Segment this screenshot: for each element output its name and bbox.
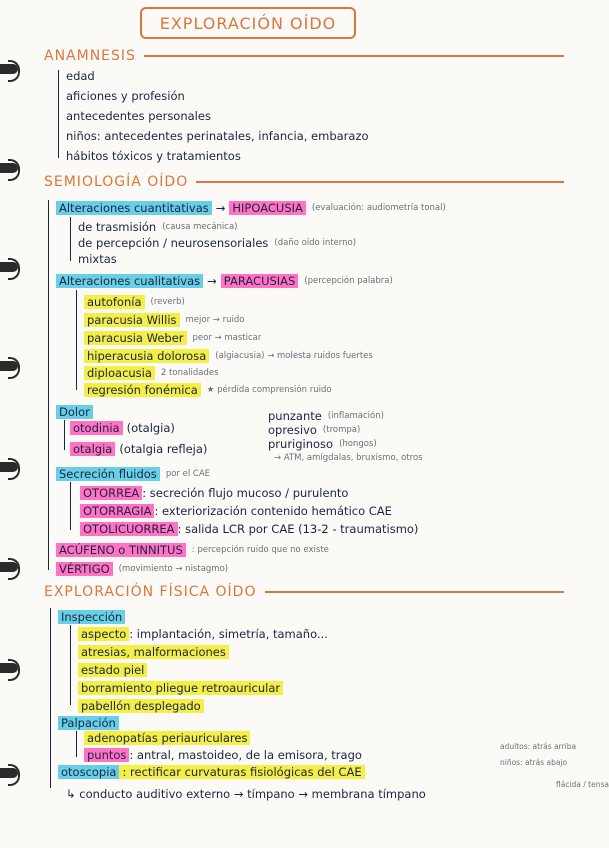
- note: (percepción palabra): [304, 276, 393, 286]
- section-heading: SEMIOLOGÍA OÍDO: [44, 174, 189, 190]
- bracket: [50, 608, 51, 788]
- inspeccion-sub: borramiento pliegue retroauricular: [78, 681, 283, 695]
- hipoacusia-label: HIPOACUSIA: [229, 201, 306, 215]
- otoscopia-row: [58, 765, 365, 779]
- secrecion-sub: OTORRAGIA : exteriorización contenido hemático CAE: [80, 504, 392, 518]
- palpacion-row: [58, 716, 119, 730]
- dolor-type: opresivo (trompa): [268, 423, 361, 437]
- cualitativas-sub: regresión fonémica ★ pérdida comprensión ruido: [84, 383, 332, 397]
- section-rule: [265, 591, 565, 593]
- secrecion-sub: OTORREA : secreción flujo mucoso / purulento: [80, 486, 348, 500]
- side-note: flácida / tensa: [556, 780, 609, 789]
- bracket: [58, 70, 59, 158]
- otoscopia-path: ↳ conducto auditivo externo → tímpano → membrana tímpano: [66, 787, 426, 801]
- otoscopia-label: otoscopia: [58, 765, 119, 779]
- refleja-note: → ATM, amígdalas, bruxismo, otros: [274, 453, 423, 463]
- otalgia-label: otalgia: [70, 442, 115, 456]
- bracket: [76, 290, 77, 390]
- vertigo-label: VÉRTIGO: [56, 562, 113, 576]
- otoscopia-text: : rectificar curvaturas fisiológicas del CAE: [119, 765, 364, 779]
- bracket: [70, 482, 71, 530]
- bracket: [70, 625, 71, 705]
- bracket: [76, 731, 77, 757]
- inspeccion-row: [58, 610, 125, 624]
- secrecion-row: Secreción fluidos por el CAE: [56, 467, 210, 481]
- section-exploracion: [44, 584, 564, 600]
- cualitativas-label: Alteraciones cualitativas: [56, 274, 203, 288]
- anamnesis-item: edad: [66, 69, 95, 83]
- page-title: [140, 7, 356, 39]
- cuantitativas-sub: mixtas: [78, 252, 117, 266]
- section-rule: [196, 181, 564, 183]
- cualitativas-sub: hiperacusia dolorosa (algiacusia) → molesta ruidos fuertes: [84, 349, 373, 363]
- anamnesis-item: antecedentes personales: [66, 109, 211, 123]
- anamnesis-item: niños: antecedentes perinatales, infancia, embarazo: [66, 129, 369, 143]
- inspeccion-sub: pabellón desplegado: [78, 699, 204, 713]
- dolor-label: Dolor: [56, 405, 93, 419]
- cualitativas-sub: autofonía (reverb): [84, 295, 185, 309]
- binder-hole: [0, 64, 18, 74]
- dolor-type: pruriginoso (hongos): [268, 437, 377, 451]
- dolor-row: [56, 405, 93, 419]
- section-anamnesis: [44, 48, 564, 64]
- binder-hole: [0, 562, 18, 572]
- cualitativas-row: [56, 274, 393, 288]
- inspeccion-sub: aspecto : implantación, simetría, tamaño...: [78, 627, 328, 641]
- section-semiologia: [44, 174, 564, 190]
- binder-hole: [0, 462, 18, 472]
- cuantitativas-sub: de percepción / neurosensoriales (daño oído interno): [78, 236, 357, 250]
- bracket: [64, 420, 65, 450]
- acufeno-label: ACÚFENO o TINNITUS: [56, 543, 186, 557]
- inspeccion-label: Inspección: [58, 610, 125, 624]
- otalgia-row: otalgia (otalgia refleja): [70, 442, 207, 456]
- cuantitativas-row: [56, 201, 446, 215]
- cualitativas-sub: paracusia Weber peor → masticar: [84, 331, 261, 345]
- paracusias-label: PARACUSIAS: [221, 274, 299, 288]
- binder-hole: [0, 768, 18, 778]
- inspeccion-sub: estado piel: [78, 663, 147, 677]
- arrow: →: [207, 274, 217, 288]
- side-note: niños: atrás abajo: [500, 758, 568, 767]
- palpacion-label: Palpación: [58, 716, 119, 730]
- cualitativas-sub: paracusia Willis mejor → ruido: [84, 313, 244, 327]
- page-title-text: EXPLORACIÓN OÍDO: [159, 13, 337, 33]
- binder-hole: [0, 163, 18, 173]
- vertigo-row: VÉRTIGO (movimiento → nistagmo): [56, 562, 228, 576]
- section-heading: EXPLORACIÓN FÍSICA OÍDO: [44, 584, 257, 600]
- otodinia-row: otodinia (otalgia): [70, 421, 175, 435]
- bracket: [70, 217, 71, 261]
- palpacion-sub: adenopatías periauriculares: [84, 731, 250, 745]
- cualitativas-sub: diploacusia 2 tonalidades: [84, 366, 219, 380]
- binder-hole: [0, 663, 18, 673]
- section-rule: [144, 55, 564, 57]
- secrecion-sub: OTOLICUORREA : salida LCR por CAE (13-2 - traumatismo): [80, 522, 418, 536]
- note: (evaluación: audiometría tonal): [311, 203, 446, 213]
- secrecion-label: Secreción fluidos: [56, 467, 160, 481]
- dolor-type: punzante (inflamación): [268, 409, 384, 423]
- anamnesis-item: aficiones y profesión: [66, 89, 185, 103]
- acufeno-row: ACÚFENO o TINNITUS : percepción ruido que no existe: [56, 543, 329, 557]
- inspeccion-sub: atresias, malformaciones: [78, 645, 229, 659]
- section-heading: ANAMNESIS: [44, 48, 136, 64]
- side-note: adultos: atrás arriba: [500, 742, 577, 751]
- binder-hole: [0, 361, 18, 371]
- palpacion-sub: puntos : antral, mastoideo, de la emisora, trago: [84, 748, 362, 762]
- cuantitativas-sub: de trasmisión (causa mecánica): [78, 220, 238, 234]
- cuantitativas-label: Alteraciones cuantitativas: [56, 201, 212, 215]
- bracket: [48, 200, 49, 570]
- anamnesis-item: hábitos tóxicos y tratamientos: [66, 149, 241, 163]
- arrow: →: [215, 201, 226, 215]
- binder-hole: [0, 262, 18, 272]
- otodinia-label: otodinia: [70, 421, 123, 435]
